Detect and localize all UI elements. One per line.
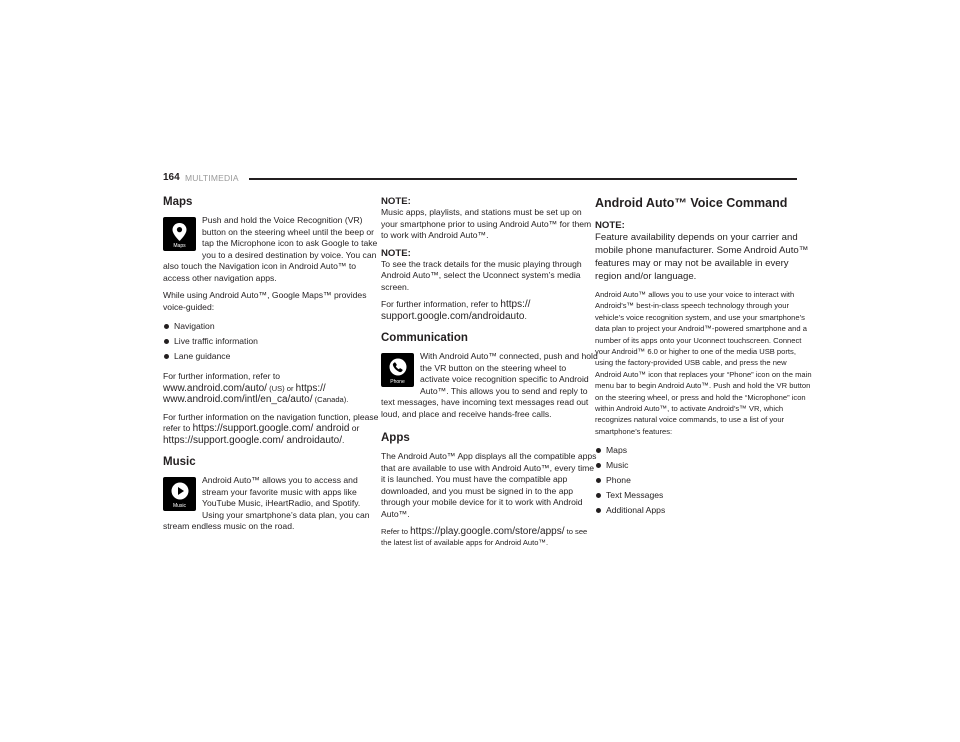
- column-2: [381, 196, 598, 555]
- maps-icon: [163, 217, 196, 251]
- music-section: [163, 475, 380, 539]
- further-info-paragraph: For further information, refer to https:// support.google.com/androidauto.: [381, 299, 531, 322]
- list-item: Lane guidance: [163, 349, 380, 364]
- list-item: Navigation: [163, 319, 380, 334]
- google-support-android-link[interactable]: https://support.google.com/ android: [192, 423, 350, 434]
- apps-paragraph-1: The Android Auto™ App displays all the compatible apps that are available to use with Android Auto™, every time it is launched. You must have the compatible app downloaded, and you must be signed in to the app through your mobile device for it to work with Android Auto™.: [381, 451, 597, 519]
- maps-section: [163, 215, 380, 290]
- maps-bullet-list: [163, 319, 380, 364]
- list-item: Live traffic information: [163, 334, 380, 349]
- page-header: [163, 172, 797, 186]
- column-3: [595, 196, 812, 525]
- phone-icon: [381, 353, 414, 387]
- note-label: NOTE:: [595, 220, 625, 231]
- google-support-androidauto-link[interactable]: https://support.google.com/ androidauto/: [163, 434, 343, 446]
- note-2-text: To see the track details for the music playing through Android Auto™, select the Uconnect system’s media screen.: [381, 258, 582, 292]
- communication-section: [381, 351, 598, 426]
- communication-paragraph-1: With Android Auto™ connected, push and hold the VR button on the steering wheel to activate voice recognition specific to Android Auto™. This allows you to send and reply to text messages, have incoming text messages read out loud, and place and receive hands-free calls.: [381, 351, 598, 419]
- android-auto-canada-link[interactable]: https:// www.android.com/intl/en_ca/auto/: [163, 382, 326, 405]
- music-icon: [163, 477, 196, 511]
- google-play-apps-link[interactable]: https://play.google.com/store/apps/: [410, 526, 565, 537]
- music-paragraph-1: Android Auto™ allows you to access and stream your favorite music with apps like YouTube Music, iHeartRadio, and Spotify. Using your smartphone’s data plan, you can stream endless music on the road.: [163, 475, 370, 531]
- phone-icon-caption: Phone: [390, 379, 405, 385]
- maps-paragraph-1: Push and hold the Voice Recognition (VR) button on the steering wheel until the beep or tap the Microphone icon to ask Google to take you to a desired destination by voice. You can also touch the Navigation icon in Android Auto™ to access other navigation apps.: [163, 215, 378, 283]
- music-icon-caption: Music: [172, 503, 187, 509]
- voice-command-paragraph: Android Auto™ allows you to use your voice to interact with Android’s™ best-in-class speech technology through your vehicle’s voice recognition system, and use your smartphone’s data plan to project your Android™-powered smartphone and a number of its apps onto your Uconnect touchscreen. Connect your Android™ 6.0 or higher to one of the media USB ports, using the factory-provided USB cable, and press the new Android Auto™ icon that replaces your “Phone” icon on the main menu bar to begin Android Auto™. Push and hold the VR button on the steering wheel, or press and hold the “Microphone” icon within Android Auto™, to activate Android’s™ VR, which recognizes natural voice commands, to use a list of your smartphone’s features:: [595, 290, 812, 436]
- note-label: NOTE:: [381, 247, 411, 259]
- maps-icon-caption: Maps: [173, 243, 186, 249]
- android-auto-us-link[interactable]: www.android.com/auto/: [163, 382, 267, 394]
- page-number: 164: [163, 172, 180, 183]
- column-1: [163, 196, 380, 539]
- list-item: Music: [595, 458, 812, 473]
- voice-command-heading: Android Auto™ Voice Command: [595, 196, 788, 210]
- list-item: Additional Apps: [595, 503, 812, 518]
- list-item: Maps: [595, 443, 812, 458]
- communication-heading: Communication: [381, 332, 468, 344]
- voice-note-text: Feature availability depends on your carrier and mobile phone manufacturer. Some Android Auto™ features may or may not be available in every region and/or language.: [595, 232, 809, 282]
- voice-features-list: [595, 443, 812, 518]
- maps-paragraph-4: For further information on the navigation function, please refer to https://support.google.com/ android or https://support.google.com/ androidauto/.: [163, 411, 379, 446]
- music-heading: Music: [163, 456, 196, 468]
- list-item: Text Messages: [595, 488, 812, 503]
- maps-heading: Maps: [163, 196, 193, 208]
- maps-paragraph-2: While using Android Auto™, Google Maps™ provides voice-guided:: [163, 290, 367, 312]
- google-support-androidauto-link[interactable]: https:// support.google.com/androidauto: [381, 299, 531, 322]
- header-rule: [249, 178, 797, 180]
- apps-heading: Apps: [381, 432, 410, 444]
- list-item: Phone: [595, 473, 812, 488]
- note-1-text: Music apps, playlists, and stations must be set up on your smartphone prior to using Android Auto™ for them to work with Android Auto™.: [381, 207, 592, 240]
- note-label: NOTE:: [381, 196, 411, 207]
- apps-paragraph-2: Refer to https://play.google.com/store/apps/ to see the latest list of available apps for Android Auto™.: [381, 526, 588, 548]
- maps-paragraph-3: For further information, refer to www.android.com/auto/ (US) or https:// www.android.com/intl/en_ca/auto/ (Canada).: [163, 371, 349, 405]
- section-title: MULTIMEDIA: [185, 173, 239, 183]
